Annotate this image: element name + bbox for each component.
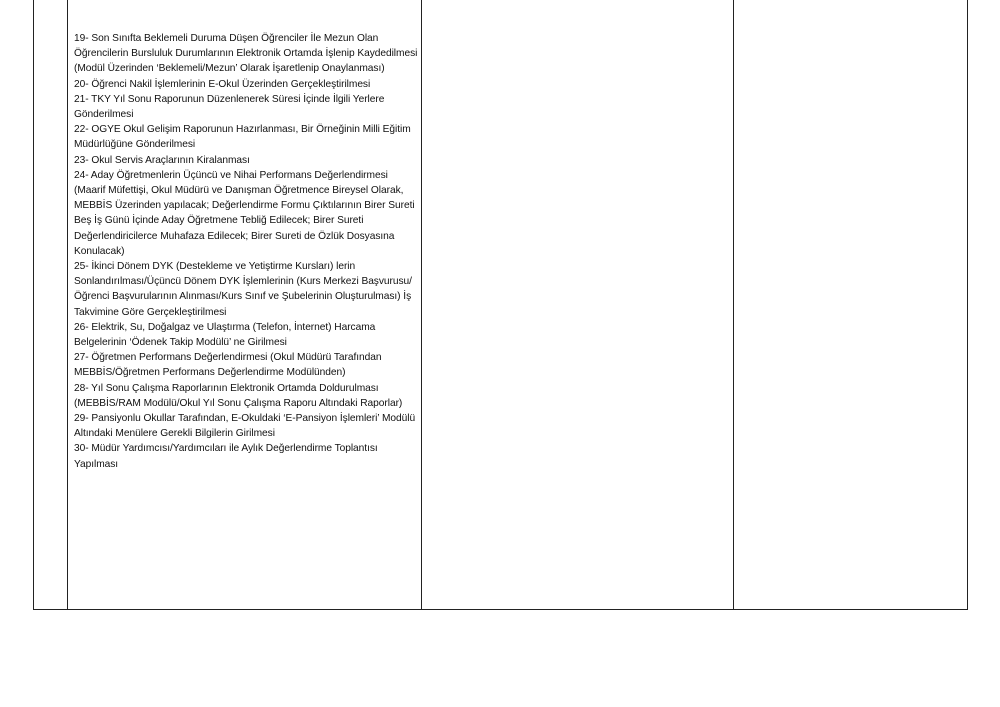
activity-item: 28- Yıl Sonu Çalışma Raporlarının Elektronik Ortamda Doldurulması (MEBBİS/RAM Modülü/Okul Yıl Sonu Çalışma Raporu Altındaki Raporlar)	[74, 382, 403, 409]
table-column-divider	[733, 0, 734, 610]
activity-item: 21- TKY Yıl Sonu Raporunun Düzenlenerek Süresi İçinde İlgili Yerlere Gönderilmesi	[74, 93, 385, 121]
activity-item: 24- Aday Öğretmenlerin Üçüncü ve Nihai Performans Değerlendirmesi (Maarif Müfettişi, Okul Müdürü ve Danışman Öğretmence Bireysel Olarak, MEBBİS Üzerinden yapılacak; Değerlendirme Formu Çıktılarının Birer Sureti Beş İş Günü İçinde Aday Öğretmene Tebliğ Edilecek; Birer Sureti Değerlendiricilerce Muhafaza Edilecek; Birer Sureti de Özlük Dosyasına Konulacak)	[74, 169, 415, 257]
activity-item: 22- OGYE Okul Gelişim Raporunun Hazırlanması, Bir Örneğinin Milli Eğitim Müdürlüğüne Gönderilmesi	[74, 124, 411, 151]
activity-item: 25- İkinci Dönem DYK (Destekleme ve Yetiştirme Kursları) lerin Sonlandırılması/Üçüncü Dönem DYK İşlemlerinin (Kurs Merkezi Başvurusu/Öğrenci Başvurularının Alınması/Kurs Sınıf ve Şubelerinin Oluşturulması) İş Takvimine Göre Gerçekleştirilmesi	[74, 261, 412, 318]
activity-item: 26- Elektrik, Su, Doğalgaz ve Ulaştırma (Telefon, İnternet) Harcama Belgelerinin ‘Ödenek Takip Modülü’ ne Girilmesi	[74, 321, 376, 349]
activity-item: 27- Öğretmen Performans Değerlendirmesi (Okul Müdürü Tarafından MEBBİS/Öğretmen Performans Değerlendirme Modülünden)	[74, 352, 382, 379]
activity-item: 20- Öğrenci Nakil İşlemlerinin E-Okul Üzerinden Gerçekleştirilmesi	[74, 78, 371, 90]
table-column-divider	[67, 0, 68, 610]
activity-item: 19- Son Sınıfta Beklemeli Duruma Düşen Öğrenciler İle Mezun Olan Öğrencilerin Bursluluk Durumlarının Elektronik Ortamda İşlenip Kaydedilmesi (Modül Üzerinden ‘Beklemeli/Mezun’ Olarak İşaretlenip Onaylanması)	[74, 33, 418, 75]
activity-item: 23- Okul Servis Araçlarının Kiralanması	[74, 154, 250, 166]
activities-cell	[74, 31, 419, 472]
table-column-divider	[421, 0, 422, 610]
activity-item: 30- Müdür Yardımcısı/Yardımcıları ile Aylık Değerlendirme Toplantısı Yapılması	[74, 443, 378, 470]
activity-item: 29- Pansiyonlu Okullar Tarafından, E-Okuldaki ‘E-Pansiyon İşlemleri’ Modülü Altındaki Menülere Gerekli Bilgilerin Girilmesi	[74, 413, 416, 440]
